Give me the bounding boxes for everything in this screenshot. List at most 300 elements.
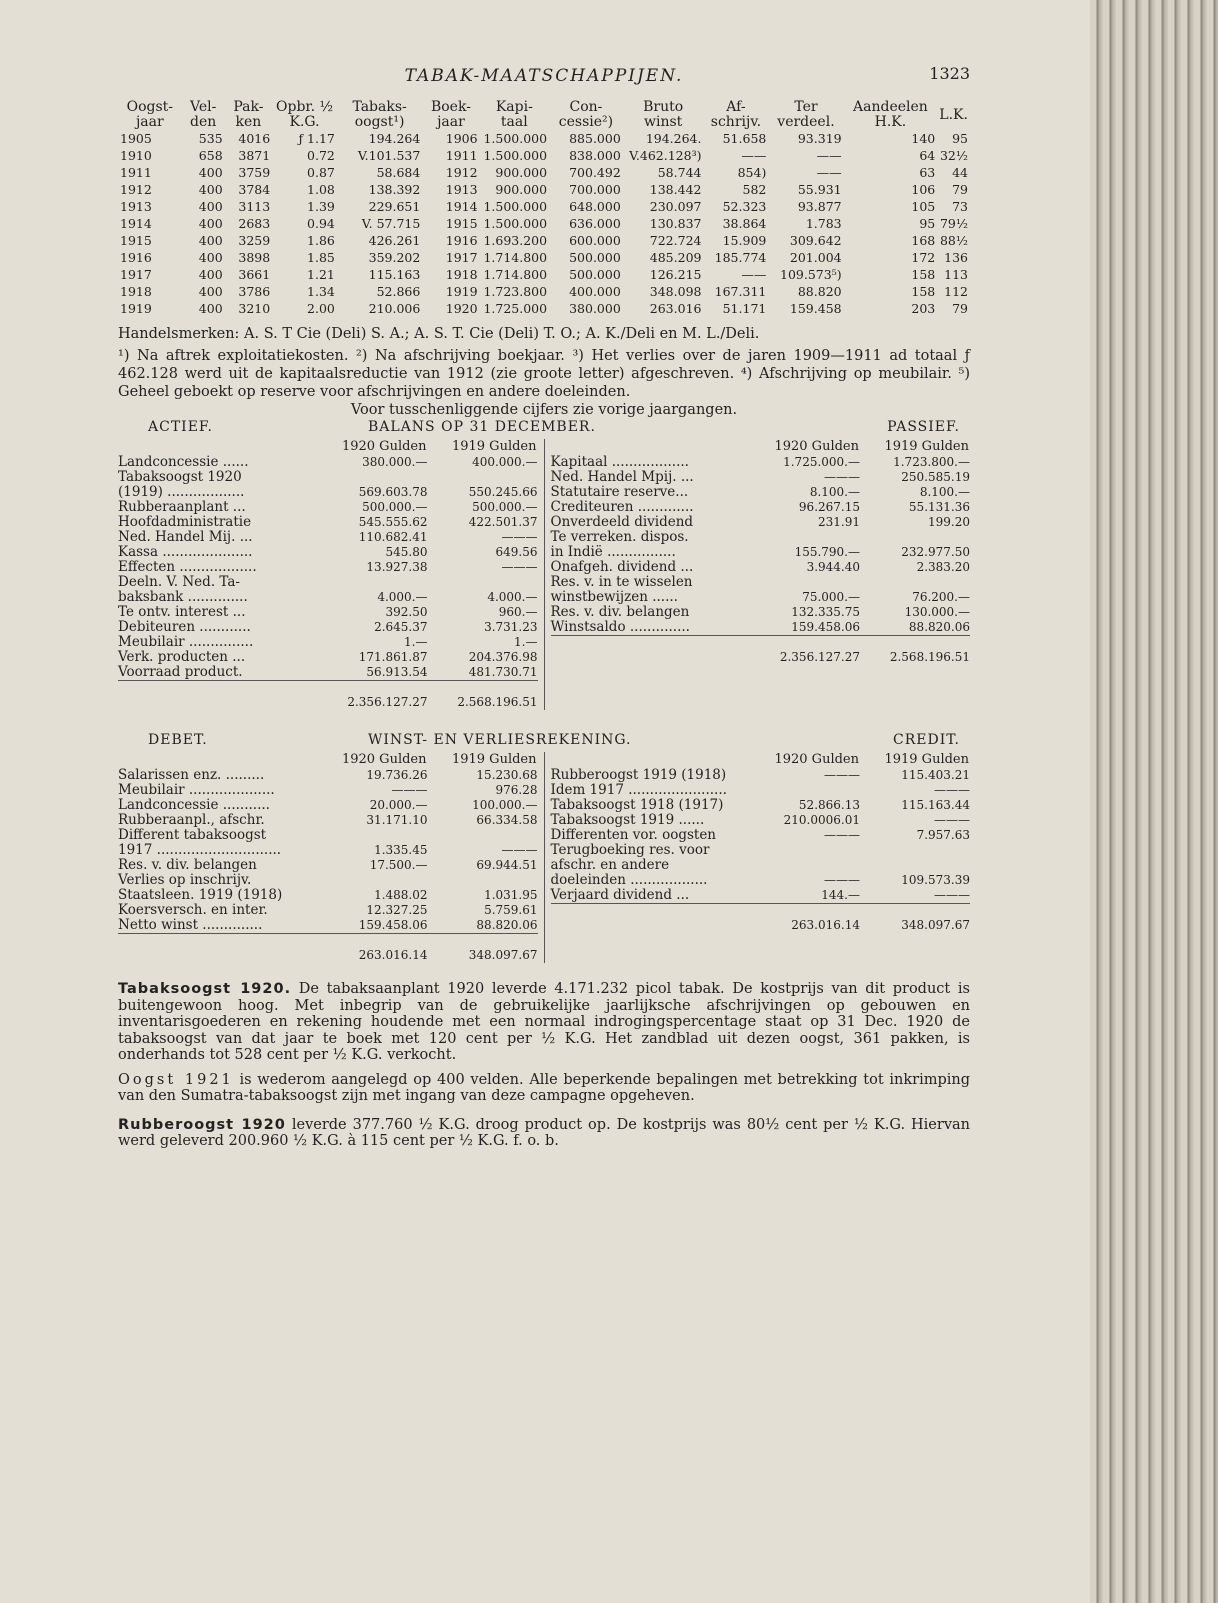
amount-1919: ——— [934,813,970,827]
amount-1920: 500.000.— [362,500,428,514]
table-cell: 1.714.800 [483,267,548,282]
amount-1920: 110.682.41 [358,530,428,544]
account-label: Rubberaanpl., afschr. [118,812,265,828]
amount-1920: ——— [824,828,860,842]
account-label: doeleinden .................. [550,872,708,888]
account-row [118,500,538,515]
amount-1919: 550.245.66 [468,485,538,499]
debet-table [118,752,538,963]
table-cell: 93.319 [797,131,842,146]
account-label: Hoofdadministratie [118,514,252,530]
account-label: Deeln. V. Ned. Ta- [118,574,240,590]
amount-1920 [318,470,428,485]
table-cell: —— [816,165,842,180]
amount-1920: ——— [391,783,428,797]
table-cell: 1.86 [307,233,335,248]
account-row [118,545,538,560]
table-cell: 93.877 [797,199,842,214]
account-row [551,545,971,560]
table-cell: 700.000 [569,182,621,197]
notes [118,325,970,419]
table-cell: 900.000 [495,182,548,197]
amount-1919: 2.383.20 [916,560,970,574]
total-blank [118,934,318,964]
amount-1920: 20.000.— [369,798,428,812]
account-label: Terugboeking res. voor [550,842,710,858]
table-cell: 0.72 [307,148,335,163]
table-cell: —— [816,148,842,163]
running-header [118,60,970,100]
table-cell: 1918 [120,284,152,299]
table-cell: 113 [944,267,968,282]
table-cell: 1.783 [805,216,842,231]
account-row [551,605,971,620]
amount-1919: 5.759.61 [484,903,538,917]
account-label: Rubberoogst 1919 (1918) [550,767,727,783]
table-cell: 1912 [120,182,152,197]
amount-1920: 1.725.000.— [783,455,860,469]
table-cell: 1915 [120,233,152,248]
table-cell: 1.500.000 [483,148,548,163]
table-cell: 1916 [120,250,152,265]
amount-1919: 109.573.39 [901,873,970,887]
amount-1920: 569.603.78 [358,485,428,499]
table-cell: 722.724 [649,233,702,248]
table-cell: 838.000 [569,148,621,163]
account-label: Verk. producten ... [118,649,246,665]
account-label: Verjaard dividend ... [550,887,690,903]
paragraph-tabaksoogst [118,981,970,1064]
amount-1919: 422.501.37 [468,515,538,529]
account-row [118,873,538,888]
paragraph-text: leverde 377.760 ½ K.G. droog product op. De kostprijs was 80½ cent per ½ K.G. Hiervan werd geleverd 200.960 ½ K.G. à 115 cent per ½ K.G. f. o. b. [118,1116,970,1149]
table-cell: 1911 [120,165,152,180]
total-1919: 2.568.196.51 [428,681,538,711]
amount-1920: 12.327.25 [366,903,428,917]
tusschen-note: Voor tusschenliggende cijfers zie vorige jaargangen. [350,402,738,418]
amount-1920: 144.— [821,888,860,902]
account-label: Different tabaksoogst [118,827,267,843]
amount-1920: 159.458.06 [791,620,860,634]
amount-1919: 76.200.— [912,590,970,604]
winst-title: WINST- EN VERLIESREKENING. [368,732,632,748]
table-row [118,147,970,164]
amount-1919: 88.820.06 [908,620,970,634]
table-cell: 426.261 [368,233,421,248]
amount-1919: 232.977.50 [901,545,970,559]
amount-1919 [860,575,970,590]
year-header: 1919 Gulden [884,439,969,454]
account-header-blank [118,439,318,455]
winst-verlies [118,752,970,963]
table-cell: 636.000 [569,216,621,231]
account-label: Differenten vor. oogsten [550,827,717,843]
table-cell: V. 57.715 [361,216,421,231]
amount-1919: 1.031.95 [484,888,538,902]
column-header: Opbr. ½ K.G. [276,99,334,130]
total-blank [118,681,318,711]
account-row [551,828,971,843]
account-label: Crediteuren ............. [550,499,694,515]
table-cell: 64 [919,148,936,163]
total-blank [551,636,751,666]
table-cell: 1.21 [307,267,335,282]
account-row [118,470,538,485]
table-cell: 32½ [939,148,968,163]
table-cell: 348.098 [649,284,702,299]
amount-1919: ——— [934,888,970,902]
account-label: Tabaksoogst 1920 [118,469,242,485]
account-label: Verlies op inschrijv. [118,872,252,888]
amount-1920: 2.645.37 [374,620,428,634]
table-cell: 105 [911,199,936,214]
account-label: winstbewijzen ...... [550,589,678,605]
account-label: Kapitaal .................. [550,454,689,470]
table-row [118,300,970,317]
amount-1919: 1.— [514,635,538,649]
table-cell: —— [741,148,767,163]
account-label: Effecten .................. [118,559,257,575]
table-cell: 1.714.800 [483,250,548,265]
debet-column [118,752,545,963]
table-cell: 700.492 [569,165,621,180]
table-cell: 900.000 [495,165,548,180]
table-cell: 400 [198,267,223,282]
table-cell: ƒ 1.17 [298,131,335,146]
amount-1920: ——— [824,873,860,887]
amount-1919 [860,530,970,545]
amount-1919 [428,575,538,590]
table-cell: 229.651 [368,199,421,214]
table-cell: 400 [198,233,223,248]
amount-1920: 545.80 [385,545,428,559]
table-cell: 79½ [939,216,968,231]
table-cell: 112 [944,284,968,299]
account-label: Onafgeh. dividend ... [550,559,694,575]
table-cell: 1914 [445,199,478,214]
table-cell: 309.642 [789,233,842,248]
account-row [551,485,971,500]
account-row [551,873,971,888]
account-row [551,470,971,485]
paragraph-text: De tabaksaanplant 1920 leverde 4.171.232 picol tabak. De kostprijs van dit product is buitengewoon hoog. Met inbegrip van de gebruikelijke jaarlijksche afschrijvingen op gebouwen en inventarisgoederen en rekening houdende met een normaal indrogingspercentage staat op 31 Dec. 1920 de tabaksoogst van dat jaar te boek met 120 cent per ½ K.G. Het zandblad uit dezen oogst, 361 pakken, is onderhands tot 528 cent per ½ K.G. verkocht. [118,981,970,1063]
table-row [118,181,970,198]
amount-1920: 8.100.— [809,485,860,499]
account-row [118,665,538,681]
table-cell: 95 [919,216,936,231]
amount-1919: 15.230.68 [476,768,538,782]
table-cell: 88.820 [797,284,842,299]
account-label: Res. v. div. belangen [550,604,690,620]
account-row [118,575,538,590]
winst-heading [118,732,970,752]
amount-1920: 75.000.— [802,590,860,604]
balans-sheet [118,439,970,710]
table-cell: 1906 [445,131,478,146]
account-row [551,768,971,783]
account-row [118,843,538,858]
table-cell: 3898 [238,250,271,265]
amount-1920: 132.335.75 [791,605,860,619]
table-cell: 535 [198,131,223,146]
total-1920: 2.356.127.27 [750,636,860,666]
table-cell: 400 [198,182,223,197]
amount-1920 [318,873,428,888]
table-cell: 1.723.800 [483,284,548,299]
table-cell: 400 [198,199,223,214]
account-row [551,500,971,515]
table-cell: 1919 [445,284,478,299]
amount-1919: 199.20 [928,515,970,529]
account-row [118,918,538,934]
amount-1920: 19.736.26 [366,768,428,782]
table-cell: 51.658 [722,131,767,146]
amount-1920: 52.866.13 [798,798,860,812]
account-header-row [551,752,971,768]
table-cell: 658 [198,148,223,163]
table-cell: 0.94 [307,216,335,231]
amount-1919: 4.000.— [487,590,538,604]
account-label: (1919) .................. [118,484,245,500]
debet-title: DEBET. [148,732,208,748]
amount-1920: 13.927.38 [366,560,428,574]
amount-1920: 545.555.62 [358,515,428,529]
year-header: 1920 Gulden [774,752,859,767]
table-cell: 158 [911,267,936,282]
results-table-header [118,100,970,130]
amount-1920 [750,530,860,545]
table-cell: 58.684 [376,165,421,180]
table-cell: 106 [911,182,936,197]
amount-1919: 8.100.— [919,485,970,499]
account-row [118,455,538,470]
account-label: Ned. Handel Mpij. ... [550,469,694,485]
total-1919: 348.097.67 [860,904,970,934]
amount-1920: 210.0006.01 [783,813,860,827]
table-cell: 400 [198,301,223,316]
amount-1919: 100.000.— [472,798,538,812]
table-cell: 500.000 [569,250,621,265]
passief-column [545,439,971,710]
table-cell: 73 [952,199,968,214]
amount-1920: 4.000.— [377,590,428,604]
account-label: Onverdeeld dividend [550,514,694,530]
table-cell: 115.163 [368,267,421,282]
paragraph-oogst-1921 [118,1072,970,1105]
table-cell: 3210 [238,301,271,316]
account-label: Landconcessie ........... [118,797,270,813]
table-cell: 55.931 [797,182,842,197]
account-label: baksbank .............. [118,589,248,605]
table-cell: 1912 [445,165,478,180]
account-label: Kassa ..................... [118,544,253,560]
table-cell: 109.573⁵) [780,267,842,282]
table-cell: 1917 [120,267,152,282]
account-row [118,858,538,873]
table-cell: 201.004 [789,250,842,265]
total-1920: 263.016.14 [750,904,860,934]
account-row [551,530,971,545]
account-row [551,888,971,904]
account-label: Idem 1917 ....................... [550,782,727,798]
amount-1919: 69.944.51 [476,858,538,872]
paragraph-head: Oogst 1921 [118,1071,234,1088]
amount-1919: ——— [934,783,970,797]
table-cell: 3259 [238,233,271,248]
amount-1919: ——— [501,530,538,544]
account-row [551,515,971,530]
amount-1920: 1.— [404,635,428,649]
table-cell: 3113 [238,199,271,214]
amount-1920: 171.861.87 [358,650,428,664]
column-header: Af- schrijv. [710,99,762,130]
table-cell: —— [741,267,767,282]
account-row [118,903,538,918]
total-row [551,636,971,666]
account-row [551,620,971,636]
credit-column [545,752,971,963]
amount-1920: 380.000.— [362,455,428,469]
paragraph-text: is wederom aangelegd op 400 velden. Alle beperkende bepalingen met betrekking tot inkrimping van den Sumatra-tabaksoogst zijn met ingang van deze campagne opgeheven. [118,1071,970,1104]
amount-1919: 3.731.23 [484,620,538,634]
amount-1919: 204.376.98 [468,650,538,664]
account-label: Meubilair .................... [118,782,275,798]
table-cell: 263.016 [649,301,702,316]
account-header-row [118,752,538,768]
table-cell: 203 [911,301,936,316]
table-cell: 1.08 [307,182,335,197]
amount-1920: 159.458.06 [358,918,428,932]
account-row [118,798,538,813]
table-cell: 52.866 [376,284,421,299]
credit-title: CREDIT. [893,732,960,748]
table-cell: 1914 [120,216,152,231]
total-row [118,681,538,711]
table-cell: 138.392 [368,182,421,197]
table-row [118,215,970,232]
table-cell: 159.458 [789,301,842,316]
total-row [118,934,538,964]
table-cell: 600.000 [569,233,621,248]
account-label: Koersversch. en inter. [118,902,268,918]
account-label: in Indië ................ [550,544,676,560]
table-cell: 172 [911,250,936,265]
amount-1919 [860,843,970,858]
table-cell: 194.264. [645,131,702,146]
account-label: Statutaire reserve... [550,484,689,500]
amount-1920 [750,843,860,858]
amount-1919: 649.56 [495,545,538,559]
balans-heading [118,419,970,439]
amount-1919 [428,470,538,485]
column-header: Vel- den [190,99,217,130]
account-label: Rubberaanplant ... [118,499,246,515]
account-label: Salarissen enz. ......... [118,767,265,783]
amount-1920: 56.913.54 [366,665,428,679]
table-row [118,249,970,266]
account-label: Staatsleen. 1919 (1918) [118,887,283,903]
table-cell: 230.097 [649,199,702,214]
table-cell: 1.34 [307,284,335,299]
table-row [118,232,970,249]
actief-table [118,439,538,710]
table-cell: 185.774 [714,250,767,265]
account-label: Ned. Handel Mij. ... [118,529,253,545]
account-row [118,590,538,605]
table-cell: 1.85 [307,250,335,265]
amount-1920: ——— [824,768,860,782]
table-cell: 15.909 [722,233,767,248]
account-label: 1917 ............................. [118,842,282,858]
amount-1920: ——— [824,470,860,484]
amount-1919 [860,858,970,873]
table-cell: 485.209 [649,250,702,265]
account-row [551,575,971,590]
total-1919: 2.568.196.51 [860,636,970,666]
paragraph-head: Tabaksoogst 1920. [118,981,292,997]
table-row [118,198,970,215]
account-row [551,843,971,858]
amount-1919: 66.334.58 [476,813,538,827]
account-header-row [551,439,971,455]
account-row [118,605,538,620]
table-row [118,130,970,147]
account-row [551,798,971,813]
table-cell: 1.39 [307,199,335,214]
account-label: Res. v. in te wisselen [550,574,693,590]
table-cell: 158 [911,284,936,299]
total-1920: 263.016.14 [318,934,428,964]
table-cell: 400.000 [569,284,621,299]
account-row [118,650,538,665]
total-blank [551,904,751,934]
column-header: Oogst- jaar [126,99,174,130]
table-cell: 194.264 [368,131,421,146]
table-cell: 63 [919,165,936,180]
total-1919: 348.097.67 [428,934,538,964]
amount-1920 [318,575,428,590]
table-cell: 500.000 [569,267,621,282]
column-header: Ter verdeel. [777,99,835,130]
amount-1920: 1.335.45 [374,843,428,857]
amount-1920 [750,783,860,798]
year-header: 1920 Gulden [341,752,427,767]
amount-1920 [318,828,428,843]
passief-table [551,439,971,665]
account-row [551,590,971,605]
amount-1920 [750,858,860,873]
account-row [118,783,538,798]
table-cell: 130.837 [649,216,702,231]
amount-1920: 31.171.10 [366,813,428,827]
account-header-blank [118,752,318,768]
account-row [118,828,538,843]
actief-title: ACTIEF. [148,419,213,435]
column-header: Pak- ken [233,99,264,130]
column-header: Con- cessie²) [558,99,614,130]
table-cell: 126.215 [649,267,702,282]
amount-1919 [428,828,538,843]
amount-1919: 115.403.21 [901,768,970,782]
table-cell: 1919 [120,301,152,316]
account-label: Meubilair ............... [118,634,254,650]
table-cell: 3784 [238,182,271,197]
amount-1919 [428,873,538,888]
table-cell: 168 [911,233,936,248]
table-cell: 1.500.000 [483,199,548,214]
account-row [551,858,971,873]
table-cell: 140 [911,131,936,146]
